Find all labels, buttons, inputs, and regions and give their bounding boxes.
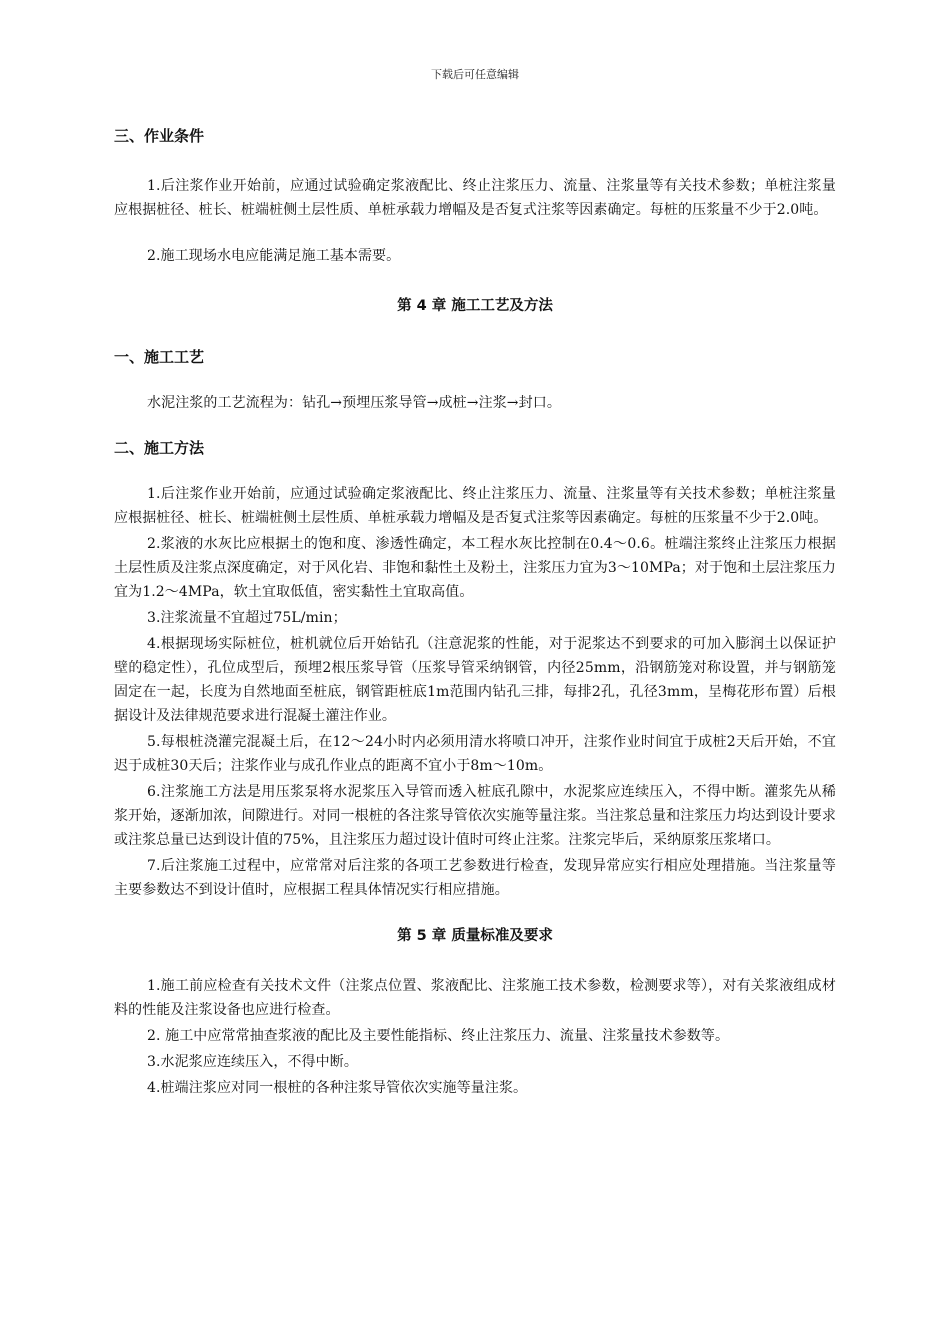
chapter-title-5: 第 5 章 质量标准及要求 [397,928,553,944]
list-item: 2. 施工中应常常抽查浆液的配比及主要性能指标、终止注浆压力、流量、注浆量技术参数等。 [147,1028,730,1044]
document-content [114,124,836,1100]
list-item: 1.施工前应检查有关技术文件（注浆点位置、浆液配比、注浆施工技术参数，检测要求等），对有关浆液组成材料的性能及注浆设备也应进行检查。 [114,978,836,1018]
paragraph: 1.后注浆作业开始前，应通过试验确定浆液配比、终止注浆压力、流量、注浆量等有关技术参数；单桩注浆量应根据桩径、桩长、桩端桩侧土层性质、单桩承载力增幅及是否复式注浆等因素确定。每桩的压浆量不少于2.0吨。 [114,178,836,218]
list-item: 4.桩端注浆应对同一根桩的各种注浆导管依次实施等量注浆。 [147,1080,528,1096]
list-item: 3.水泥浆应连续压入，不得中断。 [147,1054,358,1070]
list-item: 5.每根桩浇灌完混凝土后，在12～24小时内必须用清水将喷口冲开，注浆作业时间宜于成桩2天后开始，不宜迟于成桩30天后；注浆作业与成孔作业点的距离不宜小于8m～10m。 [114,734,836,774]
chapter-title-4: 第 4 章 施工工艺及方法 [397,298,553,314]
paragraph: 2.施工现场水电应能满足施工基本需要。 [147,248,401,264]
header-note: 下载后可任意编辑 [431,68,519,81]
list-item: 4.根据现场实际桩位，桩机就位后开始钻孔（注意泥浆的性能，对于泥浆达不到要求的可加入膨润土以保证护壁的稳定性），孔位成型后，预埋2根压浆导管（压浆导管采纳钢管，内径25mm，沿钢筋笼对称设置，并与钢筋笼固定在一起，长度为自然地面至桩底，钢管距桩底1m范围内钻孔三排，每排2孔，孔径3mm，呈梅花形布置）后根据设计及法律规范要求进行混凝土灌注作业。 [114,636,836,724]
paragraph: 水泥注浆的工艺流程为：钻孔→预埋压浆导管→成桩→注浆→封口。 [147,395,561,411]
section-title-method: 二、施工方法 [114,439,205,457]
list-item: 2.浆液的水灰比应根据土的饱和度、渗透性确定，本工程水灰比控制在0.4～0.6。桩端注浆终止注浆压力根据土层性质及注浆点深度确定，对于风化岩、非饱和黏性土及粉土，注浆压力宜为3～10MPa；对于饱和土层注浆压力宜为1.2～4MPa，软土宜取低值，密实黏性土宜取高值。 [114,536,836,600]
list-item: 3.注浆流量不宜超过75L/min； [147,610,347,626]
list-item: 1.后注浆作业开始前，应通过试验确定浆液配比、终止注浆压力、流量、注浆量等有关技术参数；单桩注浆量应根据桩径、桩长、桩端桩侧土层性质、单桩承载力增幅及是否复式注浆等因素确定。每桩的压浆量不少于2.0吨。 [114,486,836,526]
section-title-process: 一、施工工艺 [114,348,205,366]
list-item: 6.注浆施工方法是用压浆泵将水泥浆压入导管而透入桩底孔隙中，水泥浆应连续压入，不得中断。灌浆先从稀浆开始，逐渐加浓，间隙进行。对同一根桩的各注浆导管依次实施等量注浆。当注浆总量和注浆压力均达到设计要求或注浆总量已达到设计值的75%，且注浆压力超过设计值时可终止注浆。注浆完毕后，采纳原浆压浆堵口。 [114,784,836,848]
section-title-working-conditions: 三、作业条件 [114,127,205,145]
list-item: 7.后注浆施工过程中，应常常对后注浆的各项工艺参数进行检查，发现异常应实行相应处理措施。当注浆量等主要参数达不到设计值时，应根据工程具体情况实行相应措施。 [114,858,836,898]
